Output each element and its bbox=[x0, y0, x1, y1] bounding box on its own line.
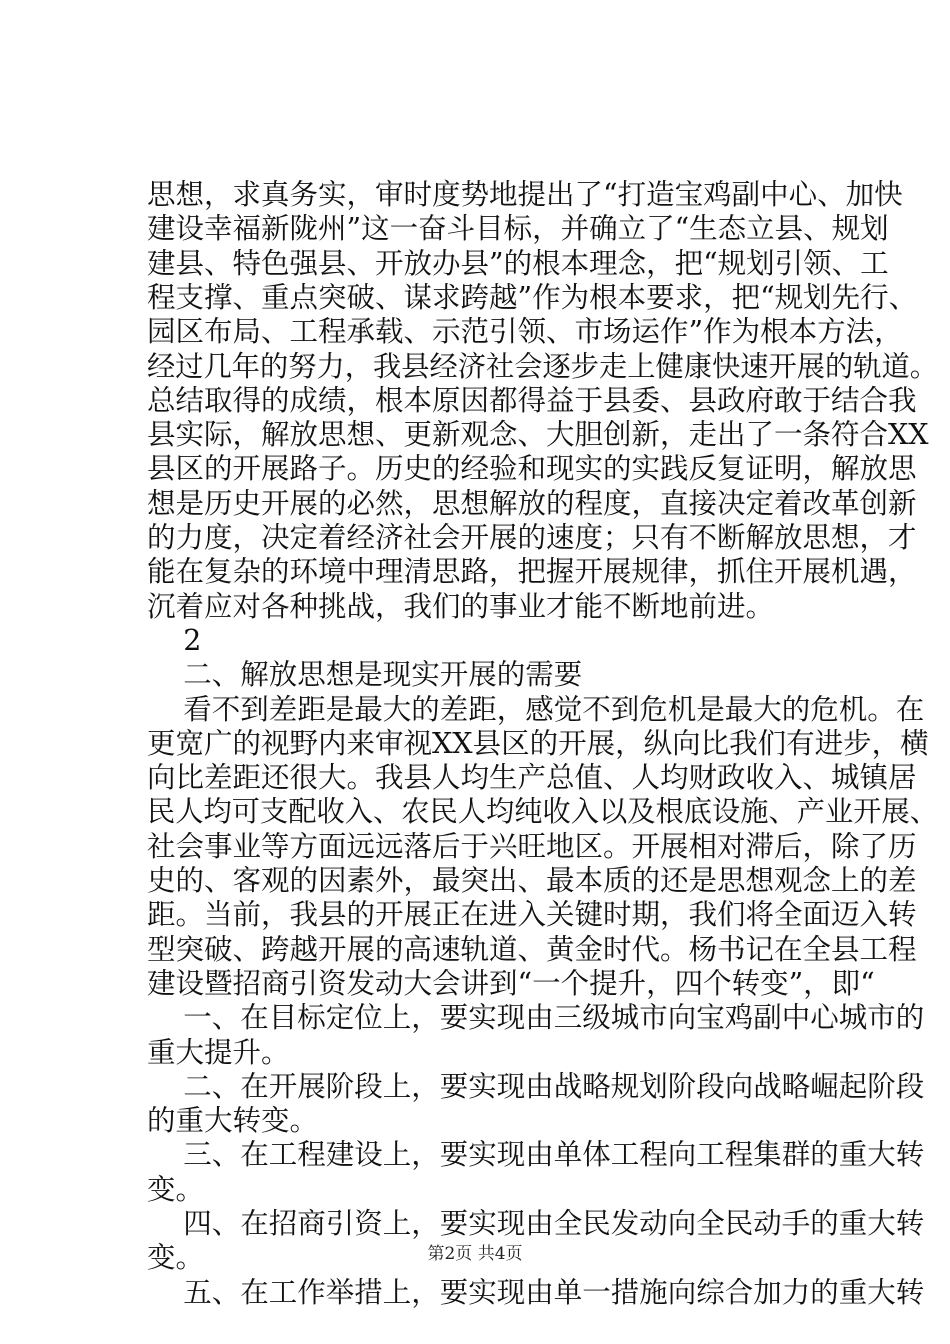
body-text-line: 沉着应对各种挑战，我们的事业才能不断地前进。 bbox=[147, 589, 775, 623]
body-text-line: 看不到差距是最大的差距，感觉不到危机是最大的危机。在 bbox=[147, 692, 925, 726]
list-item-continuation: 变。 bbox=[147, 1241, 205, 1275]
body-text-line: 建县、特色强县、开放办县”的根本理念，把“规划引领、工 bbox=[147, 246, 889, 280]
body-text-line: 程支撑、重点突破、谋求跨越”作为根本要求，把“规划先行、 bbox=[147, 280, 918, 314]
body-text-line: 型突破、跨越开展的高速轨道、黄金时代。杨书记在全县工程 bbox=[147, 932, 917, 966]
body-text-line: 县区的开展路子。历史的经验和现实的实践反复证明，解放思 bbox=[147, 452, 917, 486]
list-item: 一、在目标定位上，要实现由三级城市向宝鸡副中心城市的 bbox=[147, 1001, 925, 1035]
body-text-line: 史的、客观的因素外，最突出、最本质的还是思想观念上的差 bbox=[147, 864, 917, 897]
list-item: 三、在工程建设上，要实现由单体工程向工程集群的重大转 bbox=[147, 1138, 925, 1172]
section-heading: 二、解放思想是现实开展的需要 bbox=[147, 658, 583, 692]
body-text-line: 社会事业等方面远远落后于兴旺地区。开展相对滞后，除了历 bbox=[147, 829, 917, 863]
page-footer: 第2页 共4页 bbox=[427, 1244, 523, 1264]
body-text-line: 民人均可支配收入、农民人均纯收入以及根底设施、产业开展、 bbox=[147, 795, 939, 829]
list-item-continuation: 变。 bbox=[147, 1172, 205, 1206]
body-text-line: 的力度，决定着经济社会开展的速度；只有不断解放思想，才 bbox=[147, 521, 917, 554]
body-text-line: 距。当前，我县的开展正在进入关键时期，我们将全面迈入转 bbox=[147, 898, 917, 932]
list-item-continuation: 的重大转变。 bbox=[147, 1104, 319, 1138]
body-text-line: 能在复杂的环境中理清思路，把握开展规律，抓住开展机遇， bbox=[147, 555, 917, 589]
body-text-line: 建设幸福新陇州”这一奋斗目标，并确立了“生态立县、规划 bbox=[147, 212, 889, 246]
body-text-line: 建设暨招商引资发动大会讲到“一个提升，四个转变”，即“ bbox=[147, 966, 875, 1000]
body-text-line: 县实际，解放思想、更新观念、大胆创新，走出了一条符合XX bbox=[147, 418, 929, 452]
body-text-line: 想是历史开展的必然，思想解放的程度，直接决定着改革创新 bbox=[147, 486, 917, 520]
list-item: 四、在招商引资上，要实现由全民发动向全民动手的重大转 bbox=[147, 1207, 925, 1240]
body-text-line: 思想，求真务实，审时度势地提出了“打造宝鸡副中心、加快 bbox=[147, 178, 903, 211]
body-text-line: 经过几年的努力，我县经济社会逐步走上健康快速开展的轨道。 bbox=[147, 349, 939, 383]
page-number-marker: 2 bbox=[147, 623, 202, 657]
body-text-line: 向比差距还很大。我县人均生产总值、人均财政收入、城镇居 bbox=[147, 761, 917, 795]
list-item: 五、在工作举措上，要实现由单一措施向综合加力的重大转 bbox=[147, 1275, 925, 1309]
list-item-continuation: 重大提升。 bbox=[147, 1035, 290, 1069]
list-item: 二、在开展阶段上，要实现由战略规划阶段向战略崛起阶段 bbox=[147, 1069, 925, 1103]
body-text-line: 更宽广的视野内来审视XX县区的开展，纵向比我们有进步，横 bbox=[147, 726, 929, 760]
body-text-line: 总结取得的成绩，根本原因都得益于县委、县政府敢于结合我 bbox=[147, 383, 917, 417]
body-text-line: 园区布局、工程承载、示范引领、市场运作”作为根本方法， bbox=[147, 315, 903, 349]
